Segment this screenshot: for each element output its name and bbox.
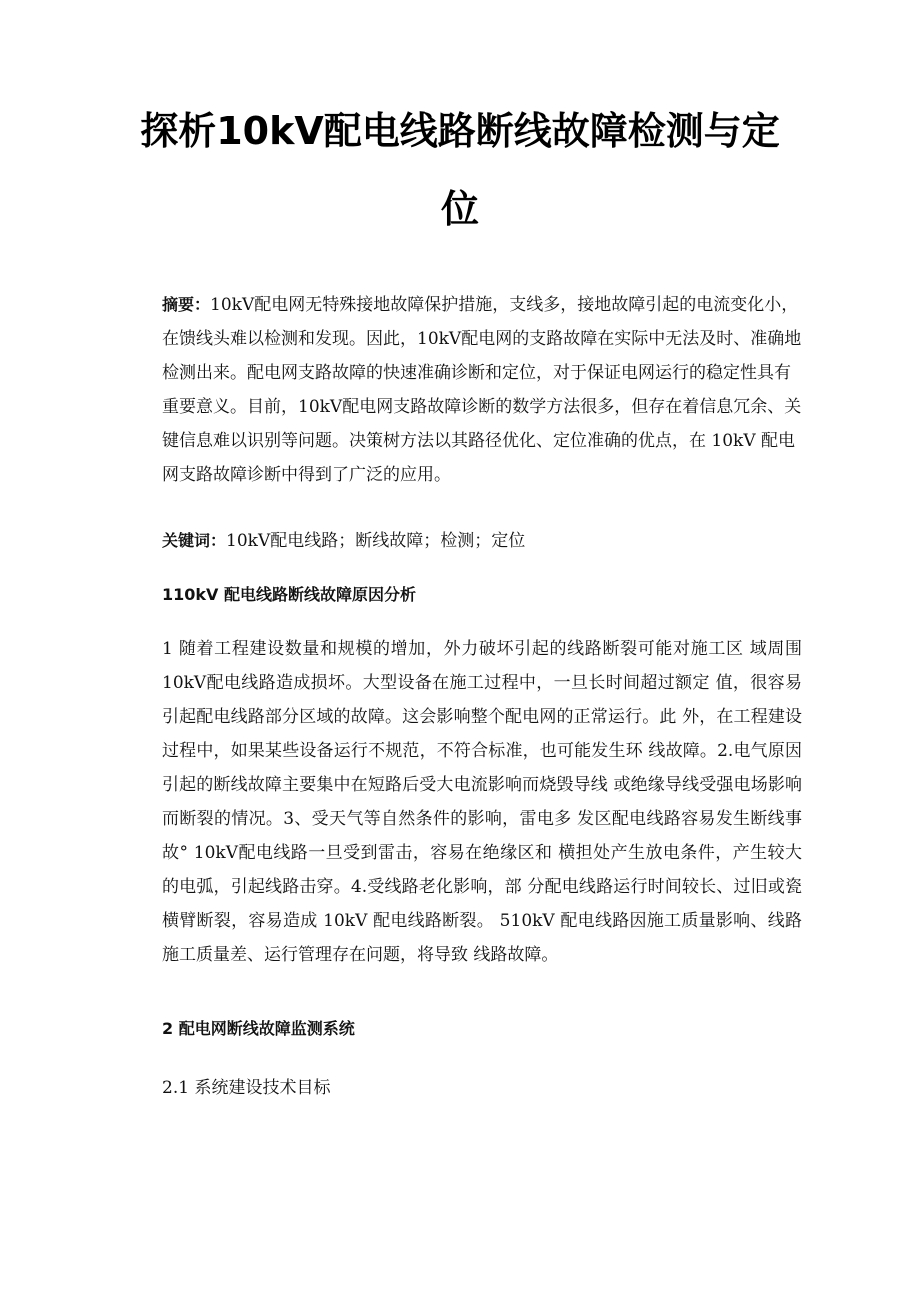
section-2-heading: 2 配电网断线故障监测系统 — [162, 1019, 355, 1038]
section-1-heading: 110kV 配电线路断线故障原因分析 — [162, 585, 416, 604]
section-2-1-heading: 2.1 系统建设技术目标 — [162, 1078, 331, 1098]
document-title-line-2: 位 — [440, 187, 479, 231]
abstract-paragraph — [162, 288, 802, 492]
document-title-line-1: 探析10kV配电线路断线故障检测与定 — [140, 109, 780, 153]
keywords-label: 关键词： — [162, 531, 227, 550]
abstract-text: 10kV配电网无特殊接地故障保护措施，支线多，接地故障引起的电流变化小，在馈线头难以检测和发现。因此，10kV配电网的支路故障在实际中无法及时、准确地检测出来。配电网支路故障的快速准确诊断和定位，对于保证电网运行的稳定性具有重要意义。目前，10kV配电网支路故障诊断的数学方法很多，但存在着信息冗余、关键信息难以识别等问题。决策树方法以其路径优化、定位准确的优点，在 10kV 配电网支路故障诊断中得到了广泛的应用。 — [162, 295, 802, 485]
keywords-paragraph — [162, 524, 802, 558]
abstract-label: 摘要： — [162, 295, 211, 314]
section-1-body: 1 随着工程建设数量和规模的增加，外力破坏引起的线路断裂可能对施工区 域周围10kV配电线路造成损坏。大型设备在施工过程中，一旦长时间超过额定 值，很容易引起配电线路部分区域的故障。这会影响整个配电网的正常运行。此 外，在工程建设过程中，如果某些设备运行不规范，不符合标准，也可能发生环 线故障。2.电气原因引起的断线故障主要集中在短路后受大电流影响而烧毁导线 或绝缘导线受强电场影响而断裂的情况。3、受天气等自然条件的影响，雷电多 发区配电线路容易发生断线事故° 10kV配电线路一旦受到雷击，容易在绝缘区和 横担处产生放电条件，产生较大的电弧，引起线路击穿。4.受线路老化影响，部 分配电线路运行时间较长、过旧或瓷横臂断裂，容易造成 10kV 配电线路断裂。 510kV 配电线路因施工质量影响、线路施工质量差、运行管理存在问题，将导致 线路故障。 — [162, 639, 802, 965]
keywords-text: 10kV配电线路；断线故障；检测；定位 — [226, 531, 526, 551]
